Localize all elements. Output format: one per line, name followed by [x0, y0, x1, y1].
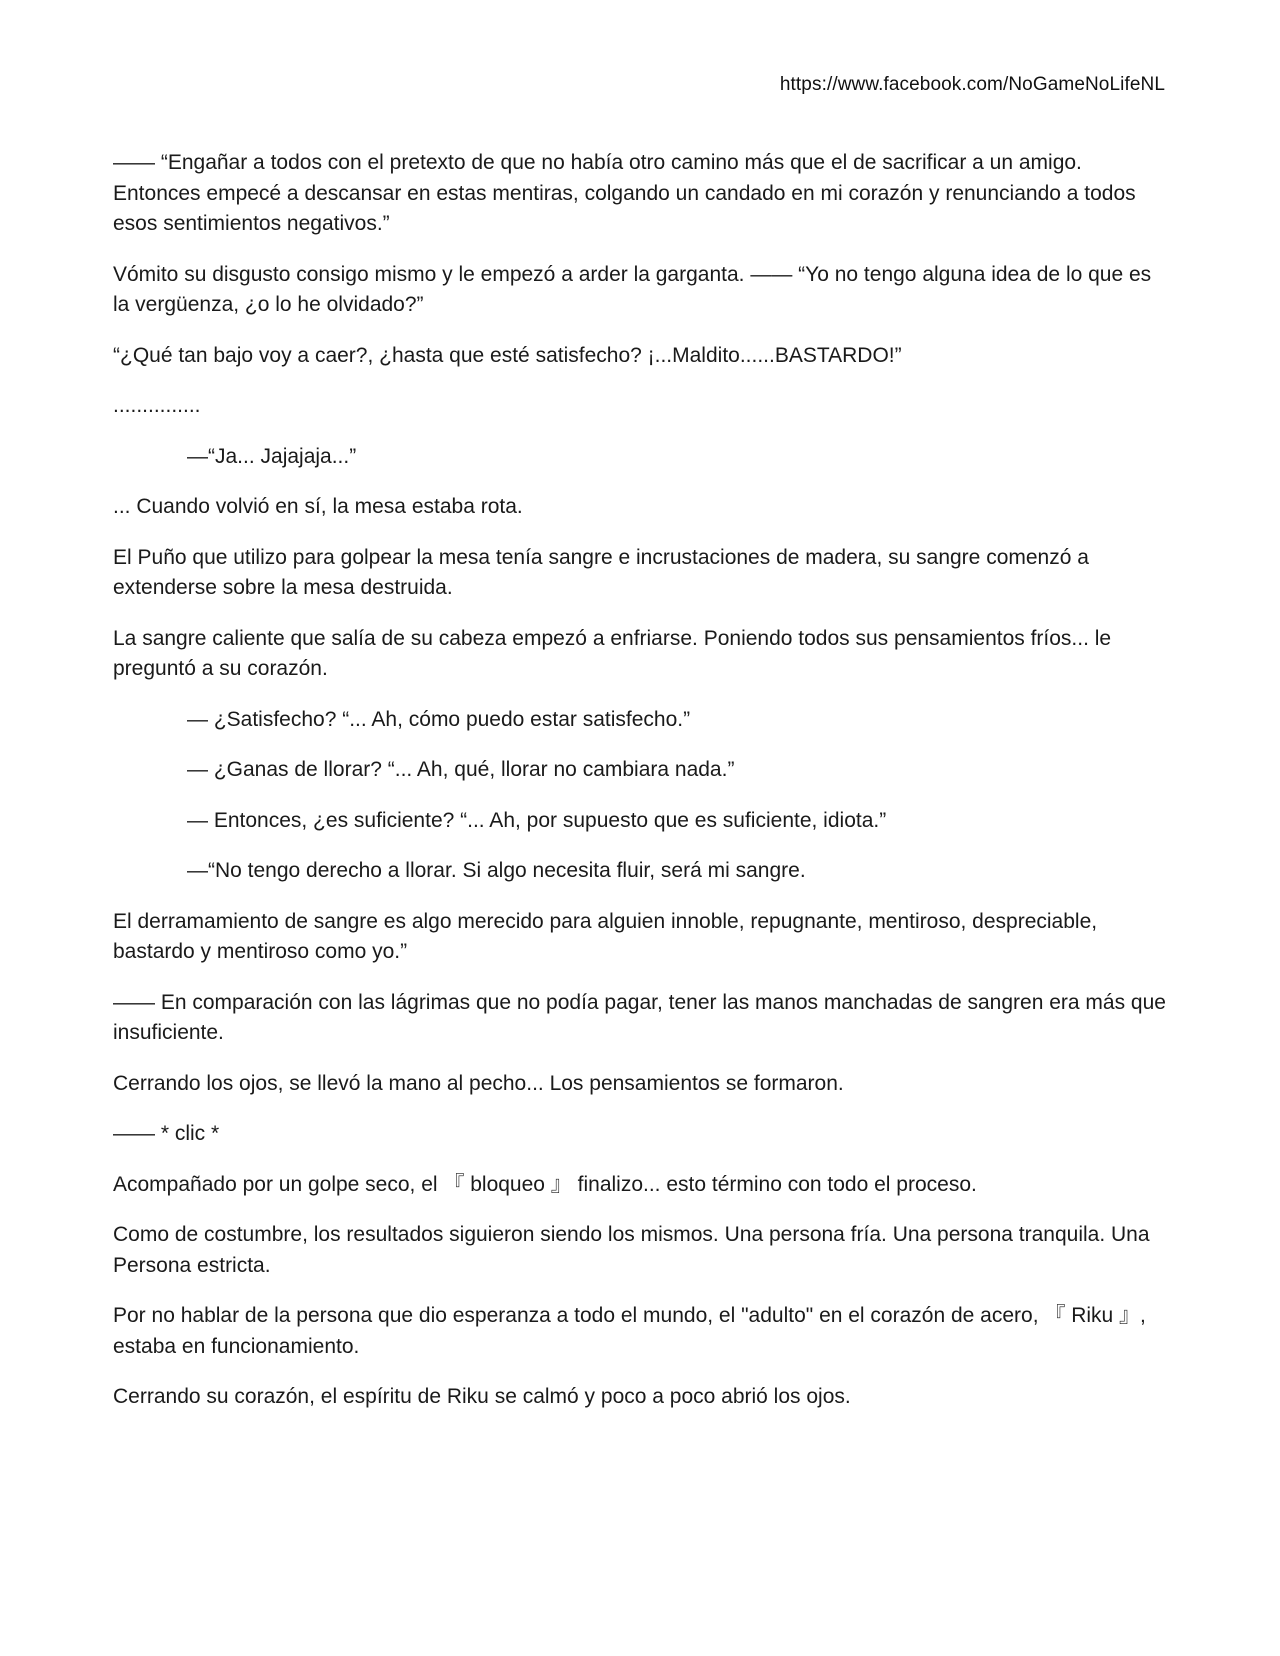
- paragraph: Cerrando su corazón, el espíritu de Riku se calmó y poco a poco abrió los ojos.: [113, 1385, 851, 1408]
- paragraph: Como de costumbre, los resultados siguieron siendo los mismos. Una persona fría. Una persona tranquila. Una Persona estricta.: [113, 1223, 1150, 1277]
- paragraph-dots: ...............: [113, 394, 201, 417]
- paragraph: Vómito su disgusto consigo mismo y le empezó a arder la garganta. —— “Yo no tengo alguna idea de lo que es la vergüenza, ¿o lo he olvidado?”: [113, 262, 1152, 316]
- header-url: https://www.facebook.com/NoGameNoLifeNL: [779, 74, 1165, 95]
- paragraph: —— * clic *: [113, 1122, 220, 1145]
- paragraph: Por no hablar de la persona que dio esperanza a todo el mundo, el "adulto" en el corazón de acero, 『 Riku 』, estaba en funcionamiento.: [113, 1304, 1146, 1358]
- paragraph: —— En comparación con las lágrimas que no podía pagar, tener las manos manchadas de sangren era más que insuficiente.: [113, 990, 1166, 1044]
- paragraph: ... Cuando volvió en sí, la mesa estaba rota.: [113, 495, 523, 518]
- paragraph-indented: — ¿Satisfecho? “... Ah, cómo puedo estar satisfecho.”: [187, 707, 691, 731]
- paragraph: El derramamiento de sangre es algo merecido para alguien innoble, repugnante, mentiroso, despreciable, bastardo y mentiroso como yo.”: [113, 909, 1098, 963]
- paragraph: Acompañado por un golpe seco, el 『 bloqueo 』 finalizo... esto término con todo el proceso.: [113, 1172, 977, 1196]
- paragraph: Cerrando los ojos, se llevó la mano al pecho... Los pensamientos se formaron.: [113, 1071, 844, 1095]
- document-body: [113, 148, 1173, 1433]
- paragraph: “¿Qué tan bajo voy a caer?, ¿hasta que esté satisfecho? ¡...Maldito......BASTARDO!”: [113, 343, 902, 367]
- paragraph: La sangre caliente que salía de su cabeza empezó a enfriarse. Poniendo todos sus pensamientos fríos... le preguntó a su corazón.: [113, 626, 1112, 680]
- paragraph-indented: —“Ja... Jajajaja...”: [187, 444, 357, 468]
- paragraph-indented: — ¿Ganas de llorar? “... Ah, qué, llorar no cambiara nada.”: [187, 758, 735, 781]
- paragraph-indented: — Entonces, ¿es suficiente? “... Ah, por supuesto que es suficiente, idiota.”: [187, 808, 887, 832]
- paragraph-indented: —“No tengo derecho a llorar. Si algo necesita fluir, será mi sangre.: [187, 859, 806, 882]
- paragraph: El Puño que utilizo para golpear la mesa tenía sangre e incrustaciones de madera, su sangre comenzó a extenderse sobre la mesa destruida.: [113, 545, 1089, 599]
- paragraph: —— “Engañar a todos con el pretexto de que no había otro camino más que el de sacrificar a un amigo. Entonces empecé a descansar en estas mentiras, colgando un candado en mi corazón y renunciando a todos esos sentimientos negativos.”: [113, 151, 1136, 235]
